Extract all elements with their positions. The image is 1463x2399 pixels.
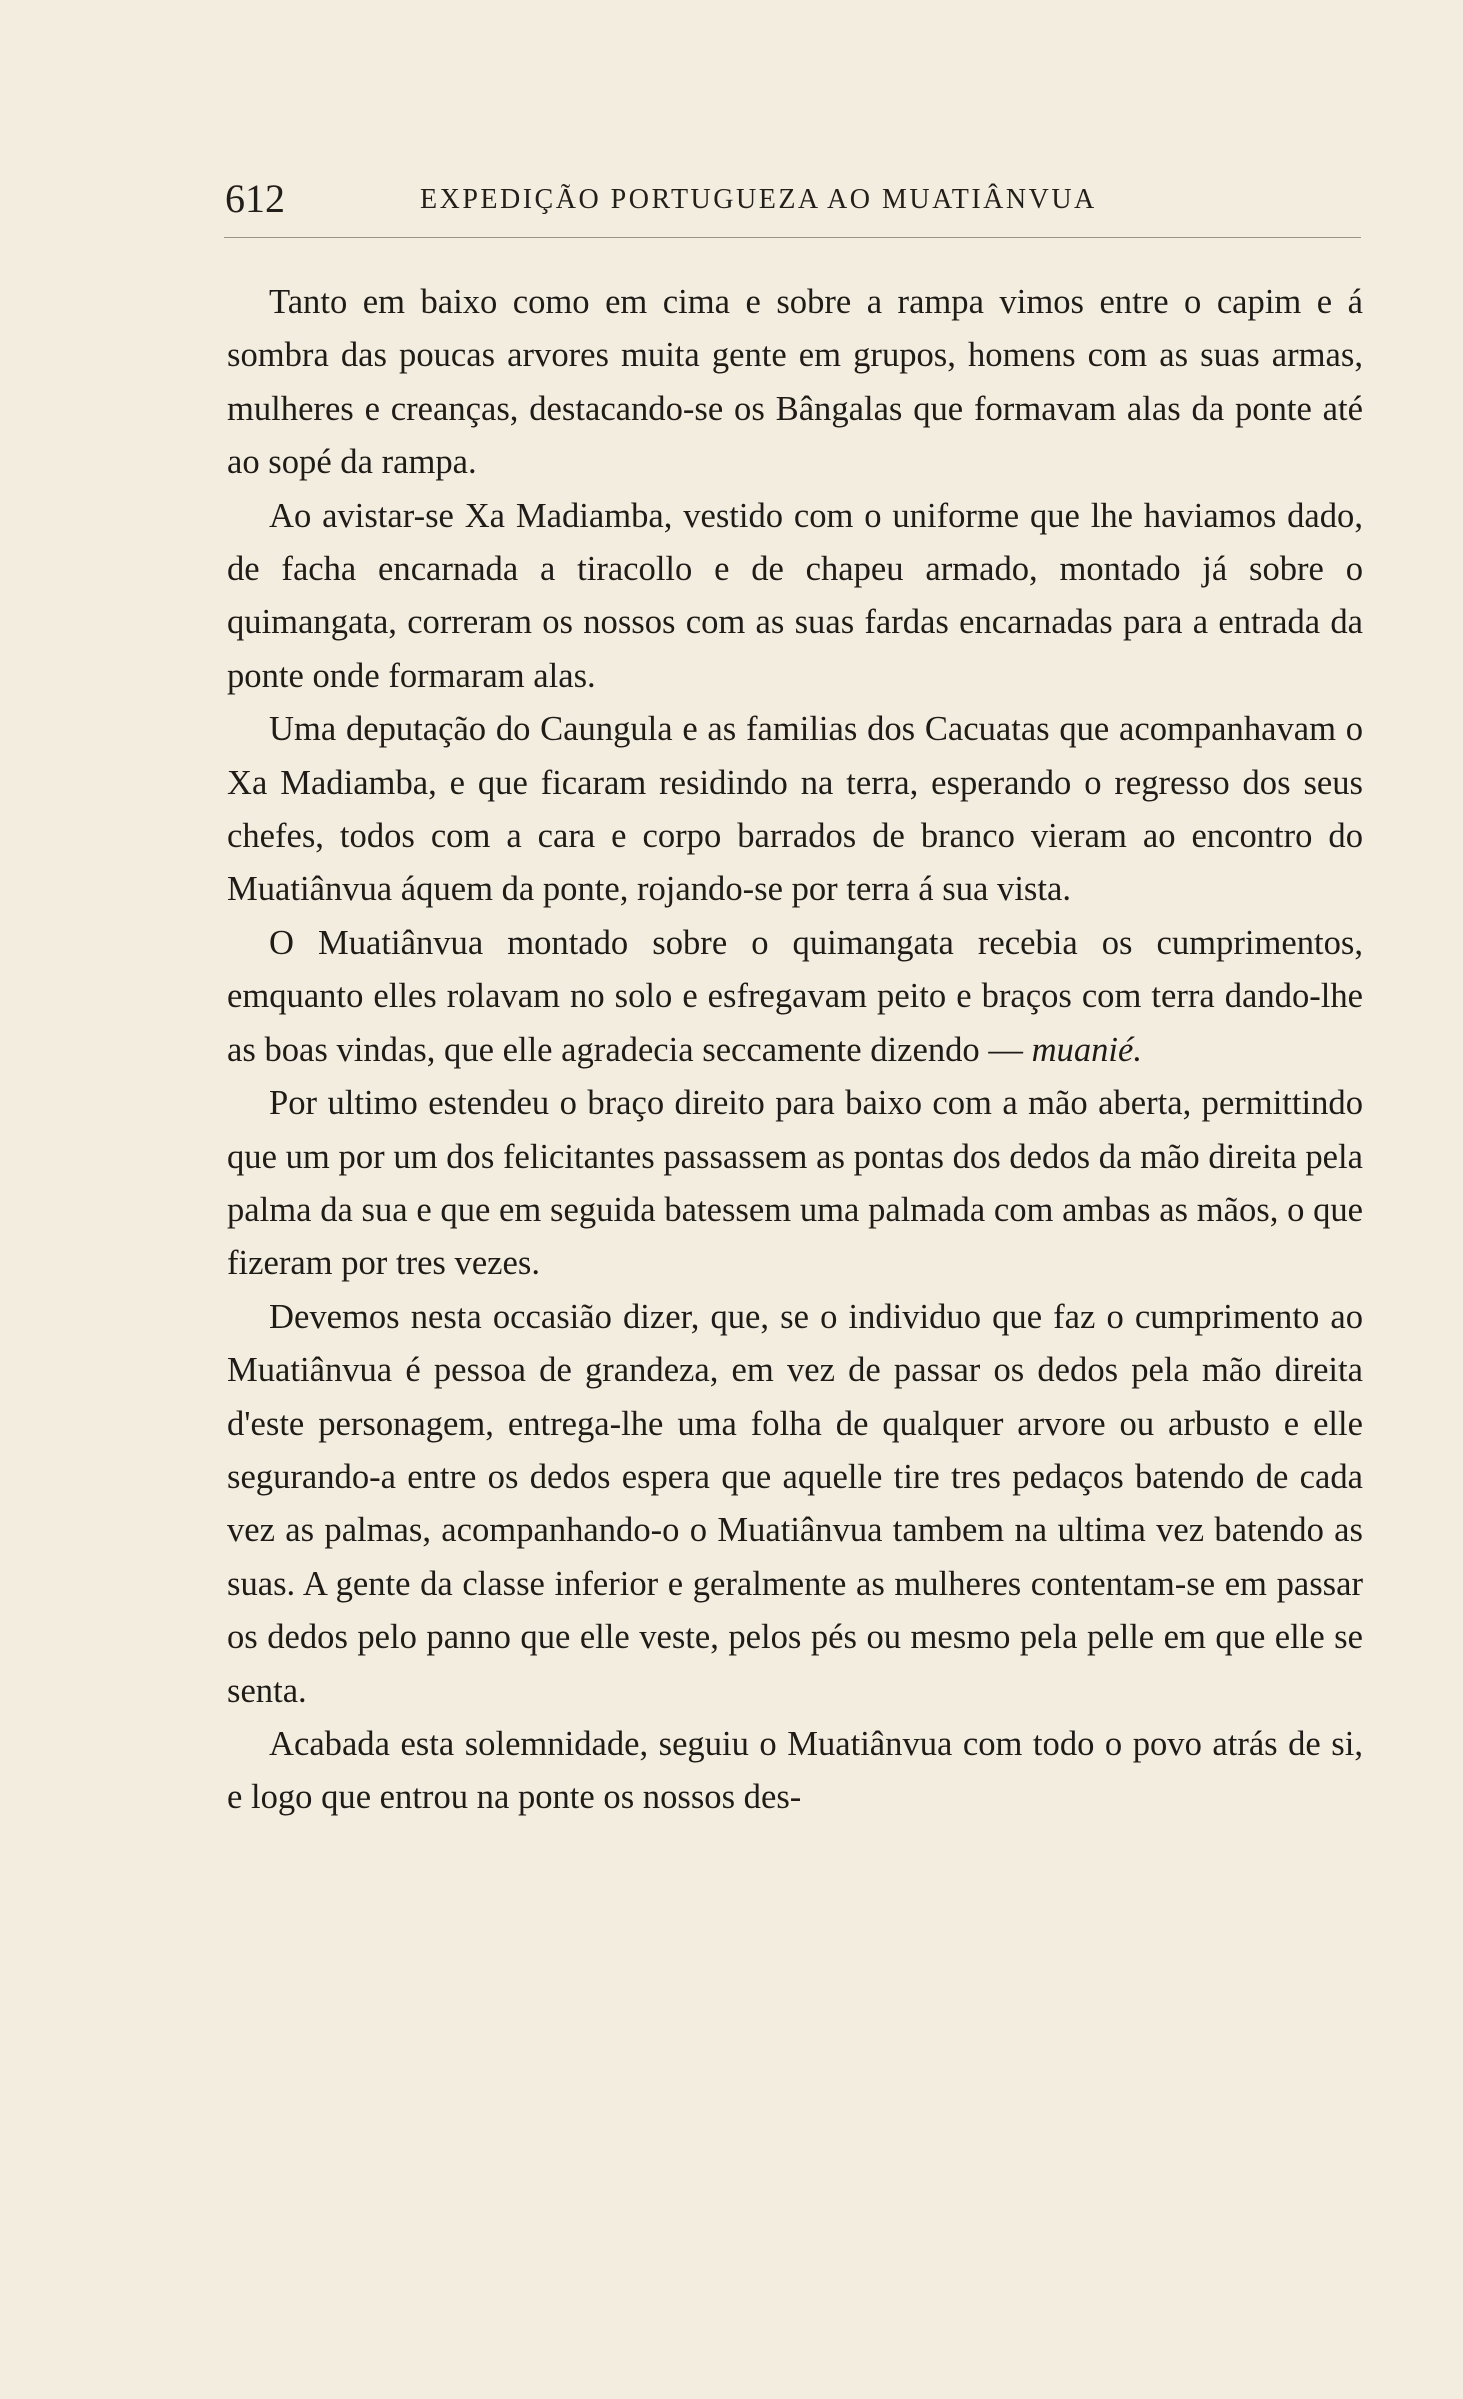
page-number: 612 [225, 176, 285, 221]
paragraph-4-text: O Muatiânvua montado sobre o quimangata recebia os cumprimentos, emquanto elles rolavam no solo e esfregavam peito e braços com terra dando-lhe as boas vindas, que elle agradecia seccamente dizendo — [227, 923, 1363, 1069]
header-rule [224, 237, 1361, 238]
paragraph-2: Ao avistar-se Xa Madiamba, vestido com o uniforme que lhe haviamos dado, de facha encarnada a tiracollo e de chapeu armado, montado já sobre o quimangata, correram os nossos com as suas fardas encarnadas para a entrada da ponte onde formaram alas. [227, 496, 1363, 695]
paragraph-7: Acabada esta solemnidade, seguiu o Muatiânvua com todo o povo atrás de si, e logo que entrou na ponte os nossos des- [227, 1724, 1363, 1817]
paragraph-5: Por ultimo estendeu o braço direito para baixo com a mão aberta, permittindo que um por um dos felicitantes passassem as pontas dos dedos da mão direita pela palma da sua e que em seguida batessem uma palmada com ambas as mãos, o que fizeram por tres vezes. [227, 1084, 1363, 1283]
paragraph-6: Devemos nesta occasião dizer, que, se o individuo que faz o cumprimento ao Muatiânvua é pessoa de grandeza, em vez de passar os dedos pela mão direita d'este personagem, entrega-lhe uma folha de qualquer arvore ou arbusto e elle segurando-a entre os dedos espera que aquelle tire tres pedaços batendo de cada vez as palmas, acompanhando-o o Muatiânvua tambem na ultima vez batendo as suas. A gente da classe inferior e geralmente as mulheres contentam-se em passar os dedos pelo panno que elle veste, pelos pés ou mesmo pela pelle em que elle se senta. [227, 1297, 1363, 1710]
page-header [225, 174, 1360, 224]
paragraph-4 [227, 917, 1363, 1077]
paragraph-1: Tanto em baixo como em cima e sobre a rampa vimos entre o capim e á sombra das poucas arvores muita gente em grupos, homens com as suas armas, mulheres e creanças, destacando-se os Bângalas que formavam alas da ponte até ao sopé da rampa. [227, 283, 1363, 482]
paragraph-3: Uma deputação do Caungula e as familias dos Cacuatas que acompanhavam o Xa Madiamba, e que ficaram residindo na terra, esperando o regresso dos seus chefes, todos com a cara e corpo barrados de branco vieram ao encontro do Muatiânvua áquem da ponte, rojando-se por terra á sua vista. [227, 710, 1363, 909]
paragraph-4-italic: muanié. [1031, 1030, 1142, 1069]
running-title: EXPEDIÇÃO PORTUGUEZA AO MUATIÂNVUA [420, 184, 1097, 215]
body-text [227, 276, 1363, 1825]
